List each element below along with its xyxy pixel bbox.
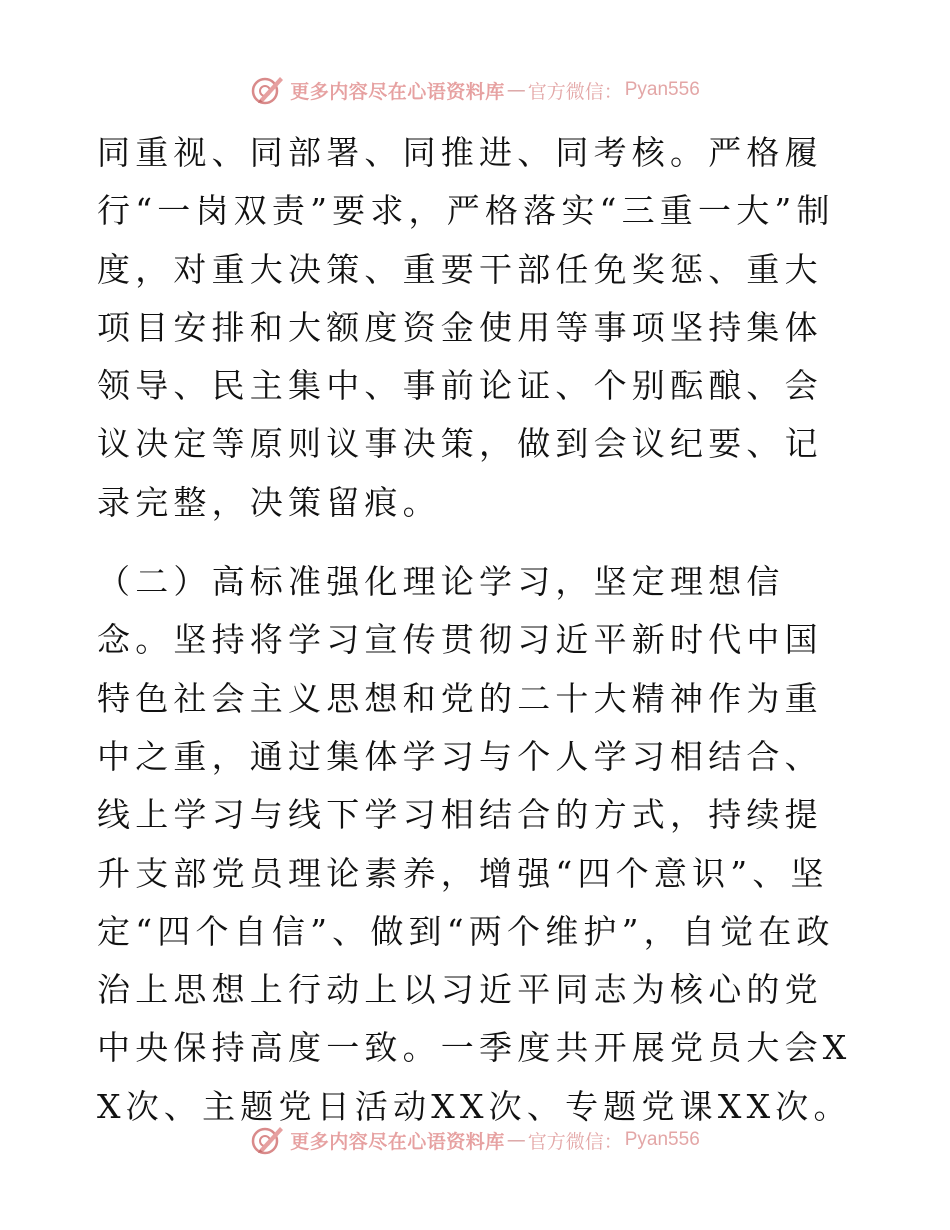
document-body — [97, 124, 857, 1136]
watermark-footer — [0, 1120, 950, 1160]
watermark-wechat-label: 官方微信： — [527, 1130, 623, 1153]
watermark-brand: 更多内容尽在心语资料库 — [290, 1130, 505, 1153]
paragraph-section-2: （二）高标准强化理论学习，坚定理想信念。坚持将学习宣传贯彻习近平新时代中国特色社会主义思想和党的二十大精神作为重中之重，通过集体学习与个人学习相结合、线上学习与线下学习相结合的方式，持续提升支部党员理论素养，增强“四个意识”、坚定“四个自信”、做到“两个维护”，自觉在政治上思想上行动上以习近平同志为核心的党中央保持高度一致。一季度共开展党员大会XX次、主题党日活动XX次、专题党课XX次。 — [97, 562, 852, 1126]
watermark-wechat-label: 官方微信： — [527, 80, 623, 103]
watermark-wechat-id: Pyan556 — [624, 79, 700, 100]
paragraph-continuation: 同重视、同部署、同推进、同考核。严格履行“一岗双责”要求，严格落实“三重一大”制度，对重大决策、重要干部任免奖惩、重大项目安排和大额度资金使用等事项坚持集体领导、民主集中、事前论证、个别酝酿、会议决定等原则议事决策，做到会议纪要、记录完整，决策留痕。 — [97, 133, 835, 522]
watermark-separator: — — [506, 1129, 526, 1151]
watermark-wechat-id: Pyan556 — [624, 1129, 700, 1150]
pen-logo-icon — [250, 73, 286, 107]
watermark-brand: 更多内容尽在心语资料库 — [290, 80, 505, 103]
watermark-separator: — — [506, 79, 526, 101]
watermark-header — [0, 70, 950, 110]
pen-logo-icon — [250, 1123, 286, 1157]
